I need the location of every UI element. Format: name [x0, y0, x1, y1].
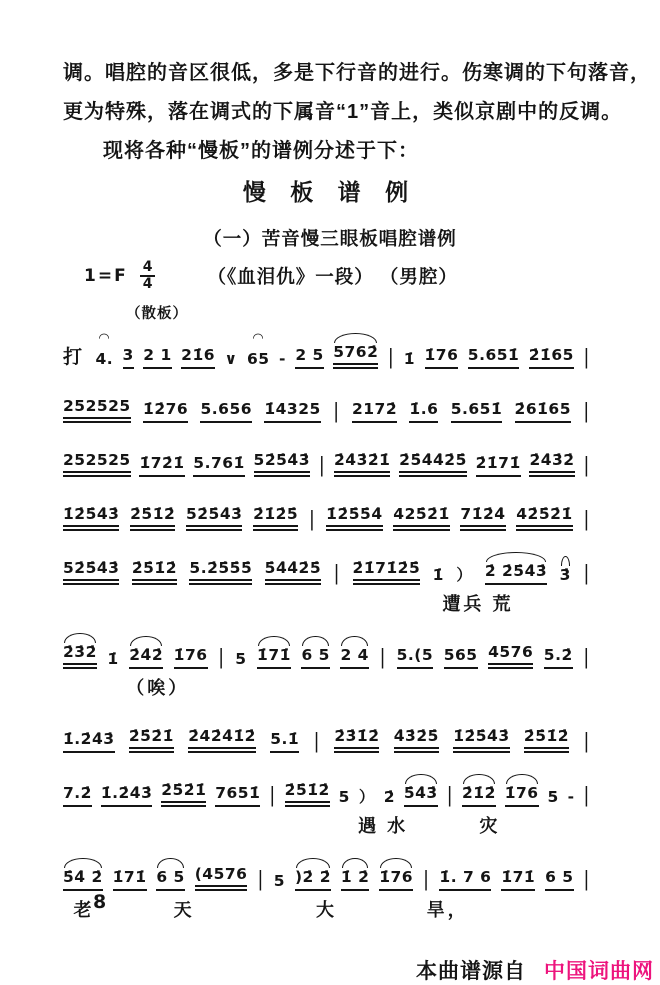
- fermata-mark: ◠: [98, 331, 111, 347]
- note-group: 52̇5̇4̇3̇: [254, 452, 310, 477]
- note-group: -: [567, 788, 575, 807]
- key-signature-row: [84, 260, 458, 291]
- note-group: 2̇5̇1̇2̇: [285, 782, 330, 807]
- notation-row: [63, 766, 590, 807]
- lyrics-row: [63, 894, 590, 921]
- note-group: 1̇71̇: [113, 869, 147, 891]
- barline: |: [583, 867, 590, 892]
- note-group: 5762̇: [333, 344, 378, 369]
- lyric-word: 旱，: [426, 900, 469, 920]
- note-group: 1̇: [432, 566, 444, 585]
- note-group: 1̇4325: [264, 401, 320, 423]
- page-number: 8: [93, 891, 107, 913]
- barline: |: [583, 399, 590, 424]
- note-group: 2̇5̇1̇2̇: [130, 506, 175, 531]
- intro-line-3: 现将各种“慢板”的谱例分述于下：: [103, 140, 419, 162]
- note-group: 5: [338, 788, 350, 807]
- note-group: 2 4: [340, 647, 368, 669]
- note-group: 1̇2̇76: [143, 401, 188, 423]
- note-group: 65 ◠: [246, 331, 270, 369]
- note-group: 5: [273, 872, 286, 891]
- barline: |: [583, 783, 590, 808]
- notation-row: [63, 382, 590, 423]
- barline: |: [583, 561, 590, 586]
- note-group: 2̇5̇4̇4̇2̇5̇: [399, 452, 467, 477]
- note-group: 2̇5̇1̇2̇: [132, 560, 177, 585]
- note-group: 1̇76: [379, 869, 413, 891]
- intro-line-2: 更为特殊，落在调式的下属音“1”音上，类似京剧中的反调。: [63, 101, 623, 123]
- barline: |: [269, 783, 276, 808]
- note-group: 5̇4̇4̇2̇5̇: [265, 560, 321, 585]
- barline: |: [583, 453, 590, 478]
- barline: |: [422, 867, 430, 892]
- note-group: 2̇ 2̇5̇4̇3̇: [485, 563, 547, 585]
- credit-brand: 中国词曲网: [544, 960, 654, 983]
- lyric-word: 大: [315, 900, 337, 920]
- note-group: 2̇4̇3̇2̇: [529, 452, 574, 477]
- time-signature: [140, 260, 156, 291]
- barline: |: [583, 345, 590, 370]
- lyric-word: （唉）: [126, 678, 190, 698]
- example-subtitle: （一）苦音慢三眼板唱腔谱例: [203, 228, 457, 249]
- note-group: 4̇3̇2̇5̇: [394, 728, 439, 753]
- note-group: 1̇2̇5̇5̇4̇: [326, 506, 382, 531]
- key-signature: 1=F: [84, 265, 128, 286]
- lyric-syllable: 打: [63, 347, 83, 368]
- note-group: 2 5: [295, 347, 323, 369]
- note-group: 1̇.2̇4̇3̇: [101, 785, 153, 807]
- note-group: 2̇3̇2̇: [63, 644, 97, 669]
- note-group: 1̇76: [425, 347, 459, 369]
- credit-prefix: 本曲谱源自: [416, 960, 526, 983]
- barline: |: [257, 867, 264, 892]
- time-signature-numerator: 4: [140, 260, 156, 277]
- note-group: 71̇2̇4̇: [460, 506, 505, 531]
- lyric-word: 老: [73, 900, 95, 920]
- notation-row: [63, 712, 590, 753]
- note-group: ∨: [224, 350, 238, 369]
- note-group: 565: [444, 647, 478, 669]
- note-group: 5: [547, 788, 559, 807]
- note-group: 1̇.6: [409, 401, 438, 423]
- barline: |: [333, 561, 341, 586]
- notation-row: [63, 544, 590, 585]
- note-group: 2̇61̇65: [515, 401, 571, 423]
- notation-row: [63, 628, 590, 669]
- barline: |: [583, 729, 590, 754]
- lyric-word: 遇 水: [358, 816, 409, 836]
- note-group: 2̇: [383, 788, 395, 807]
- barline: |: [313, 729, 321, 754]
- note-group: 2̇1̇2̇5̇: [253, 506, 298, 531]
- note-group: 252525: [63, 398, 131, 423]
- note-group: 2̇3̇1̇2̇: [334, 728, 379, 753]
- note-group: 2̇5̇1̇2̇: [524, 728, 569, 753]
- section-title: 慢 板 谱 例: [242, 179, 418, 205]
- barline: |: [318, 453, 326, 478]
- notation-row: [63, 327, 590, 369]
- note-group: 1̇.2̇4̇3̇: [63, 731, 115, 753]
- note-group: 3: [123, 347, 134, 369]
- note-group: 1̇71̇: [257, 647, 291, 669]
- lyrics-row: [63, 810, 590, 837]
- note-group: 1̇ 2̇: [341, 869, 369, 891]
- note-group: -: [278, 350, 286, 369]
- note-group: (4576: [195, 866, 248, 891]
- notation-row: [63, 850, 590, 891]
- note-group: 2172̇: [352, 401, 397, 423]
- music-line: [63, 327, 590, 369]
- intro-line-1: 调。唱腔的音区很低，多是下行音的进行。伤寒调的下句落音，: [63, 62, 651, 84]
- lyrics-row: [63, 672, 590, 699]
- lyric-word: 天: [173, 900, 195, 920]
- source-note: （《血泪仇》一段） （男腔）: [207, 265, 458, 287]
- credit-banner: [416, 955, 654, 985]
- note-group: 21̇6: [181, 347, 215, 369]
- note-group: 5.2̇5̇5̇5̇: [189, 560, 252, 585]
- note-group: 5.651̇: [468, 347, 520, 369]
- note-group: 6 5: [545, 869, 573, 891]
- barline: |: [218, 645, 225, 670]
- note-group: 425̇2̇1̇: [393, 506, 449, 531]
- note-group: 5.(5: [397, 647, 434, 669]
- note-group: 5: [235, 650, 247, 669]
- barline: |: [308, 507, 316, 532]
- barline: |: [446, 783, 454, 808]
- note-group: 4576: [488, 644, 533, 669]
- note-group: 2̇1̇71̇: [476, 455, 521, 477]
- note-group: 5̇4̇3̇: [404, 785, 438, 807]
- note-group: 1̇2̇5̇4̇3̇: [63, 506, 119, 531]
- note-group: 5̇4̇ 2̇: [63, 869, 103, 891]
- music-line: [63, 766, 590, 837]
- barline: |: [387, 345, 395, 370]
- barline: |: [333, 399, 340, 424]
- note-group: 6 5: [301, 647, 329, 669]
- music-line: [63, 712, 590, 753]
- barline: |: [379, 645, 387, 670]
- music-line: [63, 544, 590, 615]
- note-group: 1̇76: [505, 785, 539, 807]
- note-group: 2̇4̇2̇: [129, 647, 163, 669]
- note-group: )2̇ 2̇: [295, 869, 331, 891]
- note-group: 1̇. 7 6: [439, 869, 491, 891]
- lyric-word: 遭兵 荒: [442, 594, 514, 614]
- note-group: 5.651̇: [451, 401, 503, 423]
- notation-area: [63, 327, 590, 934]
- lyric-word: 灾: [479, 816, 501, 836]
- note-group: 5.1̇: [270, 731, 299, 753]
- note-group: ）: [456, 566, 473, 585]
- note-group: ）: [358, 788, 375, 807]
- music-line: [63, 490, 590, 531]
- time-signature-denominator: 4: [142, 275, 153, 292]
- barline: |: [583, 507, 590, 532]
- fermata-mark: ◠: [252, 331, 265, 347]
- note-group: 2̇42̇4̇1̇2̇: [188, 728, 256, 753]
- note-group: 2̇1̇71̇2̇5̇: [353, 560, 421, 585]
- lyrics-row: [63, 588, 590, 615]
- note-group: 52̇5̇4̇3̇: [186, 506, 242, 531]
- note-group: 1̇: [107, 650, 119, 669]
- notation-row: [63, 436, 590, 477]
- note-group: 1̇2̇5̇4̇3̇: [453, 728, 509, 753]
- note-group: 4. ◠: [95, 331, 114, 369]
- note-group: 5.761̇: [193, 455, 245, 477]
- note-group: 1̇76: [174, 647, 208, 669]
- note-group: 2 1: [143, 347, 171, 369]
- note-group: 3̇: [559, 566, 571, 585]
- note-group: 2̇4̇3̇2̇1̇: [334, 452, 390, 477]
- tempo-mark: （散板）: [126, 306, 188, 322]
- barline: |: [583, 645, 590, 670]
- note-group: 52̇5̇4̇3̇: [63, 560, 119, 585]
- note-group: 2̇5̇2̇1̇: [129, 728, 174, 753]
- note-group: 5.656: [200, 401, 252, 423]
- music-line: [63, 628, 590, 699]
- note-group: 1̇71̇: [501, 869, 535, 891]
- note-group: 5.2̇: [544, 647, 573, 669]
- note-group: 2̇5̇2̇1̇: [161, 782, 206, 807]
- note-group: 2̇1̇65: [529, 347, 574, 369]
- intro-paragraph: [63, 54, 651, 171]
- note-group: 1̇: [403, 350, 416, 369]
- note-group: 1̇72̇1̇: [139, 455, 184, 477]
- notation-row: [63, 490, 590, 531]
- music-line: [63, 436, 590, 477]
- note-group: 252525: [63, 452, 131, 477]
- note-group: 42̇5̇2̇1̇: [516, 506, 572, 531]
- note-group: 7651̇: [215, 785, 260, 807]
- note-group: 6 5: [156, 869, 184, 891]
- note-group: 2̇1̇2̇: [462, 785, 496, 807]
- note-group: 7.2̇: [63, 785, 92, 807]
- music-line: [63, 382, 590, 423]
- music-line: [63, 850, 590, 921]
